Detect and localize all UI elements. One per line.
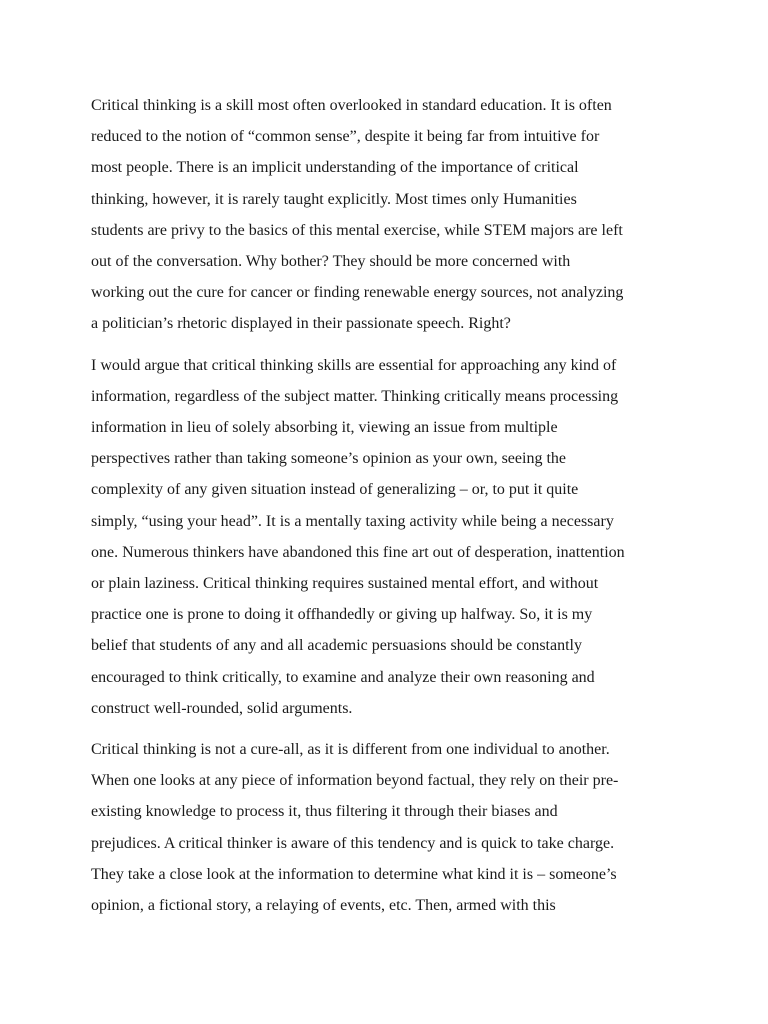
text-line: encouraged to think critically, to examine and analyze their own reasoning and: [91, 668, 595, 686]
text-line: When one looks at any piece of information beyond factual, they rely on their pre-: [91, 772, 619, 790]
paragraph-2: [91, 350, 682, 724]
text-line: simply, “using your head”. It is a mentally taxing activity while being a necessary: [91, 512, 614, 530]
paragraph-1: [91, 90, 682, 340]
text-line: construct well-rounded, solid arguments.: [91, 699, 353, 717]
text-line: existing knowledge to process it, thus filtering it through their biases and: [91, 803, 558, 821]
text-line: Critical thinking is a skill most often overlooked in standard education. It is often: [91, 97, 612, 114]
text-line: Critical thinking is not a cure-all, as it is different from one individual to another.: [91, 741, 610, 759]
text-line: perspectives rather than taking someone’s opinion as your own, seeing the: [91, 450, 566, 468]
text-line: information in lieu of solely absorbing it, viewing an issue from multiple: [91, 419, 558, 437]
text-line: practice one is prone to doing it offhandedly or giving up halfway. So, it is my: [91, 606, 593, 624]
text-line: prejudices. A critical thinker is aware of this tendency and is quick to take charge.: [91, 834, 615, 852]
text-line: students are privy to the basics of this mental exercise, while STEM majors are left: [91, 221, 623, 239]
text-line: one. Numerous thinkers have abandoned this fine art out of desperation, inattention: [91, 543, 625, 561]
text-line: or plain laziness. Critical thinking requires sustained mental effort, and without: [91, 575, 599, 593]
text-line: working out the cure for cancer or finding renewable energy sources, not analyzing: [91, 284, 624, 302]
text-line: belief that students of any and all academic persuasions should be constantly: [91, 637, 582, 655]
text-line: opinion, a fictional story, a relaying of events, etc. Then, armed with this: [91, 897, 556, 915]
text-line: reduced to the notion of “common sense”, despite it being far from intuitive for: [91, 128, 600, 146]
text-line: I would argue that critical thinking skills are essential for approaching any kind of: [91, 356, 617, 374]
text-line: complexity of any given situation instead of generalizing – or, to put it quite: [91, 481, 579, 499]
text-line: thinking, however, it is rarely taught explicitly. Most times only Humanities: [91, 190, 577, 208]
text-line: out of the conversation. Why bother? They should be more concerned with: [91, 253, 571, 271]
paragraph-3: [91, 734, 682, 921]
text-line: a politician’s rhetoric displayed in their passionate speech. Right?: [91, 315, 511, 333]
text-line: most people. There is an implicit understanding of the importance of critical: [91, 159, 579, 177]
text-line: information, regardless of the subject matter. Thinking critically means processing: [91, 387, 619, 405]
text-line: They take a close look at the information to determine what kind it is – someone’s: [91, 865, 617, 883]
